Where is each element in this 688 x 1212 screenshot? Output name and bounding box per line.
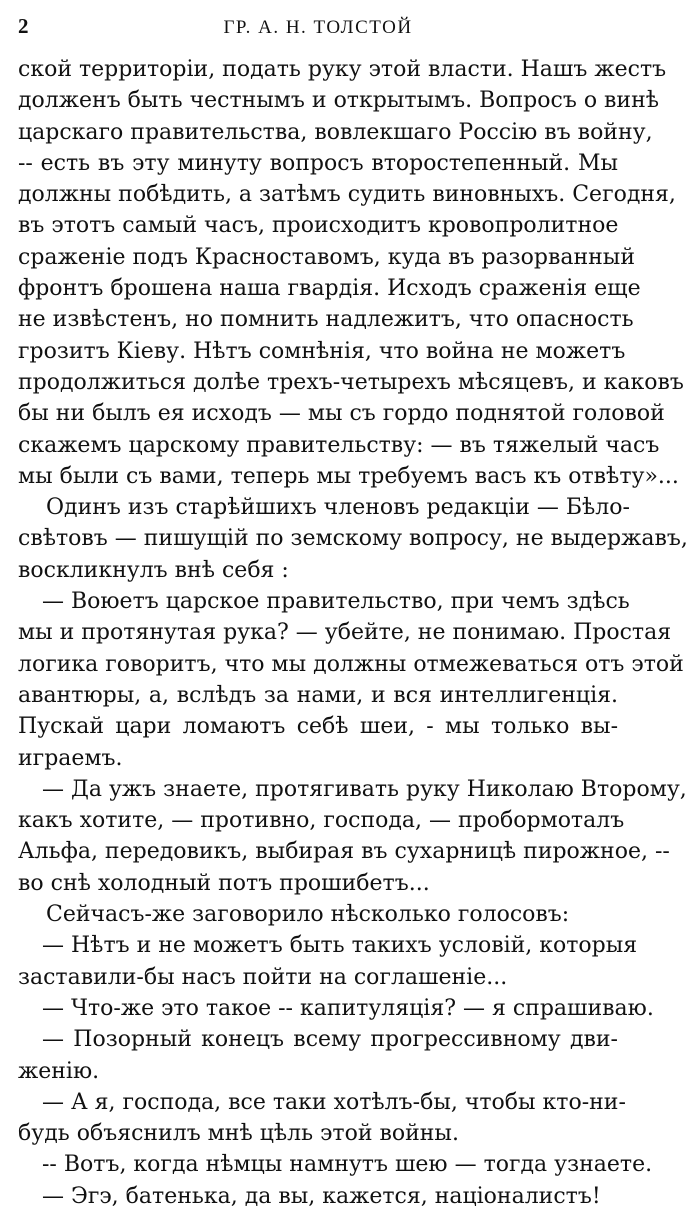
running-head: ГР. А. Н. ТОЛСТОЙ (223, 17, 413, 38)
text-line: скажемъ царскому правительству: — въ тяжелый часъ (18, 432, 660, 458)
text-line: не извѣстенъ, но помнить надлежитъ, что опасность (18, 307, 634, 333)
text-line: логика говоритъ, что мы должны отмежеваться отъ этой (18, 651, 684, 677)
text-line: — Позорный конецъ всему прогрессивному дви- (42, 1027, 618, 1053)
text-line: Сейчасъ-же заговорило нѣсколько голосовъ: (46, 902, 570, 928)
text-line: -- Вотъ, когда нѣмцы намнутъ шею — тогда узнаете. (42, 1152, 653, 1178)
text-line: грозитъ Кіеву. Нѣтъ сомнѣнія, что война не можетъ (18, 338, 626, 364)
text-line: фронтъ брошена наша гвардія. Исходъ сраженія еще (18, 276, 641, 302)
text-line: въ этотъ самый часъ, происходитъ кровопролитное (18, 213, 619, 239)
text-line: должны побѣдить, а затѣмъ судить виновныхъ. Сегодня, (18, 182, 676, 208)
text-line: заставили-бы насъ пойти на соглашеніе... (18, 964, 508, 990)
text-line: мы и протянутая рука? — убейте, не понимаю. Простая (18, 620, 672, 646)
text-line: — Нѣтъ и не можетъ быть такихъ условій, которыя (42, 933, 638, 959)
text-line: будь объяснилъ мнѣ цѣль этой войны. (18, 1121, 459, 1147)
text-line: мы были съ вами, теперь мы требуемъ васъ къ отвѣту»... (18, 463, 679, 489)
text-line: свѣтовъ — пишущій по земскому вопросу, не выдержавъ, (18, 526, 688, 552)
text-line: Одинъ изъ старѣйшихъ членовъ редакціи — Бѣло- (46, 495, 630, 521)
text-line: Пускай цари ломаютъ себѣ шеи, - мы только вы- (18, 714, 618, 740)
page-number: 2 (18, 14, 29, 38)
text-line: — Воюетъ царское правительство, при чемъ здѣсь (42, 589, 630, 615)
text-line: — Эгэ, батенька, да вы, кажется, націоналистъ! (42, 1183, 601, 1209)
text-line: продолжиться долѣе трехъ-четырехъ мѣсяцевъ, и каковъ (18, 369, 684, 395)
text-line: играемъ. (18, 745, 123, 771)
text-line: Альфа, передовикъ, выбирая въ сухарницѣ пирожное, -- (18, 839, 670, 865)
body-text (18, 54, 688, 1212)
text-line: воскликнулъ внѣ себя : (18, 557, 289, 583)
text-line: авантюры, а, вслѣдъ за нами, и вся интеллигенція. (18, 682, 618, 708)
text-line: бы ни былъ ея исходъ — мы съ гордо поднятой головой (18, 401, 665, 427)
page-header (18, 14, 618, 54)
text-line: -- есть въ эту минуту вопросъ второстепенный. Мы (18, 150, 618, 176)
text-line: царскаго правительства, вовлекшаго Россію въ войну, (18, 119, 653, 145)
text-line: сраженіе подъ Красноставомъ, куда въ разорванный (18, 244, 635, 270)
text-line: женію. (18, 1058, 100, 1084)
text-line: ской территоріи, подать руку этой власти. Нашъ жестъ (18, 57, 667, 82)
text-line: во снѣ холодный потъ прошибетъ... (18, 870, 430, 896)
text-line: — Что-же это такое -- капитуляція? — я спрашиваю. (42, 995, 654, 1021)
text-line: какъ хотите, — противно, господа, — пробормоталъ (18, 808, 625, 834)
text-line: — Да ужъ знаете, протягивать руку Николаю Второму, (42, 776, 687, 802)
text-line: — А я, господа, все таки хотѣлъ-бы, чтобы кто-ни- (42, 1089, 626, 1115)
text-line: долженъ быть честнымъ и открытымъ. Вопросъ о винѣ (18, 88, 660, 114)
